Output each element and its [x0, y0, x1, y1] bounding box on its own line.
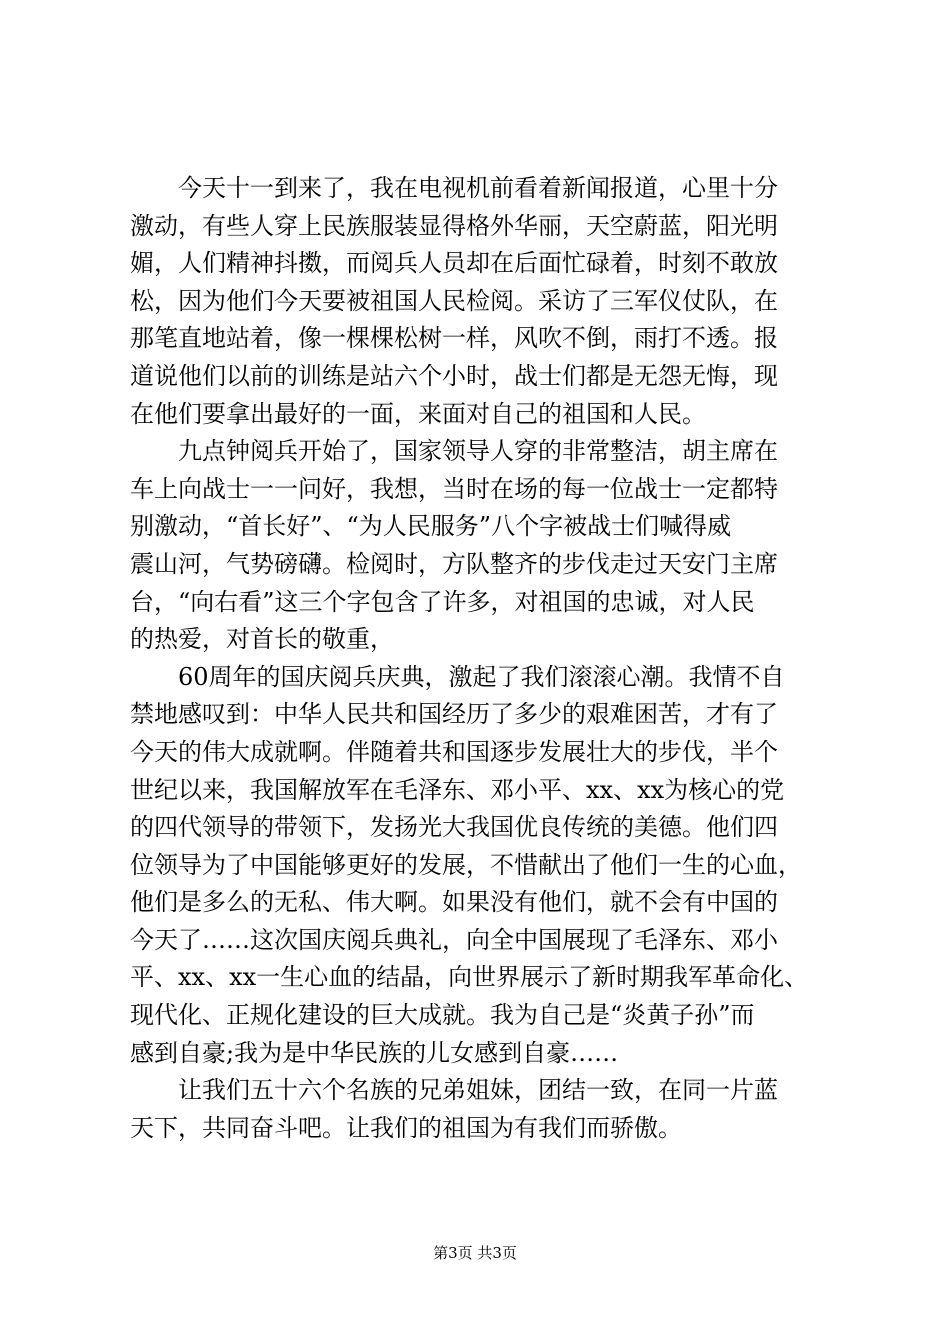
text-line: 感到自豪;我为是中华民族的儿女感到自豪…… — [130, 1038, 619, 1067]
text-line: 的四代领导的带领下，发扬光大我国优良传统的美德。他们四 — [130, 813, 778, 842]
text-line: 道说他们以前的训练是站六个小时，战士们都是无怨无悔，现 — [130, 361, 778, 390]
text-line: 现代化、正规化建设的巨大成就。我为自己是“炎黄子孙”而 — [130, 1001, 755, 1030]
text-line: 今天的伟大成就啊。伴随着共和国逐步发展壮大的步伐，半个 — [130, 737, 778, 766]
text-line: 九点钟阅兵开始了，国家领导人穿的非常整洁，胡主席在 — [130, 437, 778, 466]
text-line: 台，“向右看”这三个字包含了许多，对祖国的忠诚，对人民 — [130, 587, 755, 616]
text-line: 今天了……这次国庆阅兵典礼，向全中国展现了毛泽东、邓小 — [130, 925, 778, 954]
text-line: 媚，人们精神抖擞，而阅兵人员却在后面忙碌着，时刻不敢放 — [130, 249, 778, 278]
text-line: 的热爱，对首长的敬重， — [130, 625, 394, 654]
text-line: 那笔直地站着，像一棵棵松树一样，风吹不倒，雨打不透。报 — [130, 324, 778, 353]
text-line: 禁地感叹到：中华人民共和国经历了多少的艰难困苦，才有了 — [130, 700, 778, 729]
text-line: 震山河，气势磅礴。检阅时，方队整齐的步伐走过天安门主席 — [130, 549, 778, 578]
text-line: 天下，共同奋斗吧。让我们的祖国为有我们而骄傲。 — [130, 1113, 682, 1142]
text-line: 别激动，“首长好”、“为人民服务”八个字被战士们喊得威 — [130, 512, 732, 541]
text-line: 松，因为他们今天要被祖国人民检阅。采访了三军仪仗队，在 — [130, 286, 778, 315]
text-line: 60周年的国庆阅兵庆典，激起了我们滚滚心潮。我情不自 — [130, 662, 785, 691]
page-footer: 第3页 共3页 — [433, 1244, 517, 1262]
text-line: 在他们要拿出最好的一面，来面对自己的祖国和人民。 — [130, 399, 706, 428]
text-line: 让我们五十六个名族的兄弟姐妹，团结一致，在同一片蓝 — [130, 1076, 778, 1105]
text-line: 他们是多么的无私、伟大啊。如果没有他们，就不会有中国的 — [130, 888, 778, 917]
text-line: 世纪以来，我国解放军在毛泽东、邓小平、xx、xx为核心的党 — [130, 775, 785, 804]
text-line: 激动，有些人穿上民族服装显得格外华丽，天空蔚蓝，阳光明 — [130, 211, 778, 240]
text-line: 今天十一到来了，我在电视机前看着新闻报道，心里十分 — [130, 174, 778, 202]
text-line: 位领导为了中国能够更好的发展，不惜献出了他们一生的心血， — [130, 850, 802, 879]
text-line: 车上向战士一一问好，我想，当时在场的每一位战士一定都特 — [130, 474, 778, 503]
text-line: 平、xx、xx一生心血的结晶，向世界展示了新时期我军革命化、 — [130, 963, 809, 992]
body-text — [130, 170, 830, 1147]
